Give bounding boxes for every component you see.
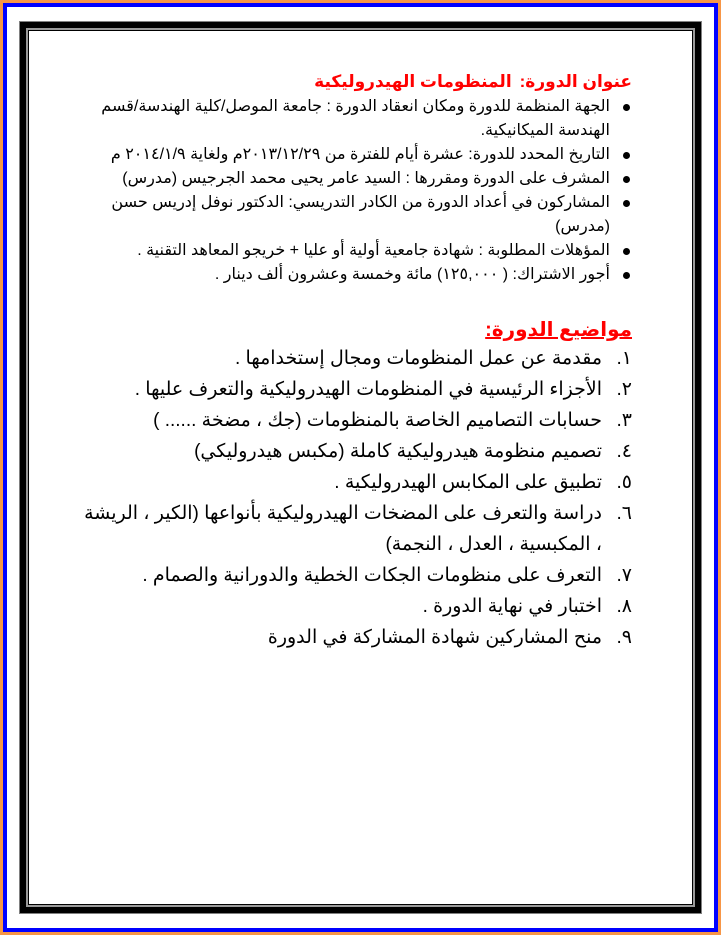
topic-number: ٤. (616, 441, 632, 462)
topic-text: التعرف على منظومات الجكات الخطية والدورانية والصمام . (142, 565, 602, 586)
topic-number: ٦. (616, 503, 632, 524)
info-item-organizer (79, 95, 634, 143)
double-line-frame (19, 21, 702, 914)
info-item-qualifications (79, 239, 634, 263)
info-item-text: المشاركون في أعداد الدورة من الكادر التدريسي: الدكتور نوفل إدريس حسن (مدرس) (111, 194, 610, 235)
topic-text: تصميم منظومة هيدروليكية كاملة (مكبس هيدروليكي) (194, 441, 602, 462)
info-item-text: المشرف على الدورة ومقررها : السيد عامر يحيى محمد الجرجيس (مدرس) (122, 170, 610, 187)
topic-number: ٥. (616, 472, 632, 493)
course-title-value: المنظومات الهيدروليكية (314, 72, 512, 91)
topics-heading: مواضيع الدورة: (485, 319, 632, 341)
info-item-dates (79, 143, 634, 167)
topic-number: ٨. (616, 596, 632, 617)
topic-text: مقدمة عن عمل المنظومات ومجال إستخدامها . (234, 348, 602, 369)
topics-list (79, 343, 634, 653)
topic-text: حسابات التصاميم الخاصة بالمنظومات (جك ، مضخة ...... ) (153, 410, 602, 431)
topic-item (79, 591, 634, 622)
info-item-text: المؤهلات المطلوبة : شهادة جامعية أولية أو عليا + خريجو المعاهد التقنية . (137, 242, 610, 259)
topic-item (79, 498, 634, 560)
bullet-icon (623, 104, 630, 111)
topic-text: اختبار في نهاية الدورة . (422, 596, 602, 617)
info-item-fees (79, 263, 634, 287)
topic-item (79, 436, 634, 467)
frame-gray-rule (26, 28, 695, 907)
topic-number: ١. (616, 348, 632, 369)
topic-item (79, 374, 634, 405)
info-item-text: التاريخ المحدد للدورة: عشرة أيام للفترة من ٢٠١٣/١٢/٢٩م ولغاية ٢٠١٤/١/٩ م (110, 146, 610, 163)
topic-item (79, 622, 634, 653)
course-title (79, 71, 634, 93)
topic-item (79, 467, 634, 498)
bullet-icon (623, 272, 630, 279)
document-page (28, 30, 693, 905)
topic-item (79, 405, 634, 436)
page-blue-border (3, 3, 718, 932)
course-title-label: عنوان الدورة: (519, 72, 632, 91)
topic-text: تطبيق على المكابس الهيدروليكية . (334, 472, 602, 493)
page-margin (7, 7, 714, 928)
topic-number: ٧. (616, 565, 632, 586)
frame-black-rule (22, 24, 699, 911)
topic-text: الأجزاء الرئيسية في المنظومات الهيدروليكية والتعرف عليها . (134, 379, 602, 400)
info-item-participants (79, 191, 634, 239)
bullet-icon (623, 248, 630, 255)
info-item-text: الجهة المنظمة للدورة ومكان انعقاد الدورة : جامعة الموصل/كلية الهندسة/قسم الهندسة الميكانيكية. (101, 98, 610, 139)
topic-number: ٢. (616, 379, 632, 400)
bullet-icon (623, 200, 630, 207)
topic-number: ٩. (616, 627, 632, 648)
info-item-supervisor (79, 167, 634, 191)
course-info-list (79, 95, 634, 287)
topic-number: ٣. (616, 410, 632, 431)
bullet-icon (623, 176, 630, 183)
document-content (79, 71, 634, 653)
bullet-icon (623, 152, 630, 159)
topic-text: دراسة والتعرف على المضخات الهيدروليكية بأنواعها (الكير ، الريشة ، المكبسية ، العدل ، النجمة) (84, 503, 602, 555)
topic-item (79, 343, 634, 374)
topic-text: منح المشاركين شهادة المشاركة في الدورة (267, 627, 602, 648)
info-item-text: أجور الاشتراك: ( ١٢٥,٠٠٠) مائة وخمسة وعشرون ألف دينار . (214, 266, 610, 283)
topic-item (79, 560, 634, 591)
